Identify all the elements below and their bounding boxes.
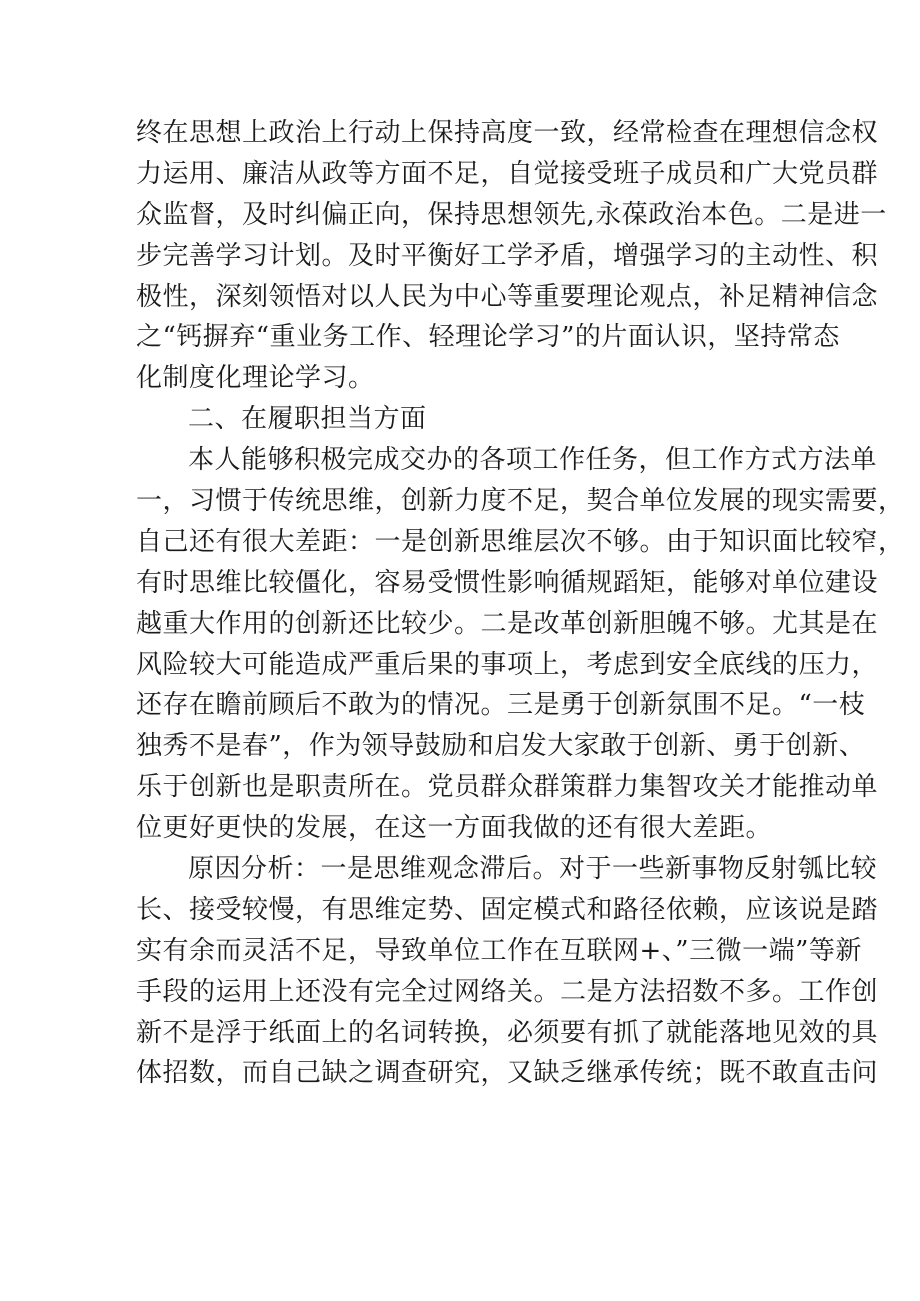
text-line: 风险较大可能造成严重后果的事项上，考虑到安全底线的压力， xyxy=(136,649,879,680)
paragraph-start-line: 本人能够积极完成交办的各项工作任务，但工作方式方法单 xyxy=(188,445,878,476)
text-line: 新不是浮于纸面上的名词转换，必须要有抓了就能落地见效的具 xyxy=(136,1017,879,1048)
text-line: 之“钙摒弃“重业务工作、轻理论学习”的片面认识，坚持常态 xyxy=(136,322,840,353)
text-line: 有时思维比较僵化，容易受惯性影响循规蹈矩，能够对单位建设 xyxy=(136,567,879,598)
text-line: 位更好更快的发展，在这一方面我做的还有很大差距。 xyxy=(136,813,773,844)
text-line: 长、接受较慢，有思维定势、固定模式和路径依赖，应该说是踏 xyxy=(136,894,879,925)
text-line: 手段的运用上还没有完全过网络关。二是方法招数不多。工作创 xyxy=(136,976,879,1007)
text-line: 步完善学习计划。及时平衡好工学矛盾，增强学习的主动性、积 xyxy=(136,240,879,271)
text-line: 终在思想上政治上行动上保持高度一致，经常检查在理想信念权 xyxy=(136,118,879,148)
paragraph-start-line: 原因分析：一是思维观念滞后。对于一些新事物反射瓠比较 xyxy=(188,854,878,885)
text-line: 还存在瞻前顾后不敢为的情况。三是勇于创新氛围不足。“一枝 xyxy=(136,690,866,721)
text-line: 化制度化理论学习。 xyxy=(136,363,375,394)
text-line: 越重大作用的创新还比较少。二是改革创新胆魄不够。尤其是在 xyxy=(136,608,879,639)
text-line: 独秀不是春”，作为领导鼓励和启发大家敢于创新、勇于创新、 xyxy=(136,731,866,762)
text-line: 自己还有很大差距：一是创新思维层次不够。由于知识面比较窄， xyxy=(136,526,905,557)
text-line: 体招数，而自己缺之调查研究，又缺乏继承传统；既不敢直击问 xyxy=(136,1058,879,1089)
text-line: 一，习惯于传统思维，创新力度不足，契合单位发展的现实需要， xyxy=(136,486,905,517)
text-line: 力运用、廉洁从政等方面不足，自觉接受班子成员和广大党员群 xyxy=(136,158,879,189)
text-line: 实有余而灵活不足，导致单位工作在互联网+、”三微一端”等新 xyxy=(136,935,862,966)
text-line: 乐于创新也是职责所在。党员群众群策群力集智攻关才能推动单 xyxy=(136,772,879,803)
text-line: 众监督，及时纠偏正向，保持思想领先,永葆政治本色。二是进一 xyxy=(136,199,887,230)
text-line: 极性，深刻领悟对以人民为中心等重要理论观点，补足精神信念 xyxy=(136,281,879,312)
document-body xyxy=(136,113,905,1094)
section-heading: 二、在履职担当方面 xyxy=(188,404,427,435)
